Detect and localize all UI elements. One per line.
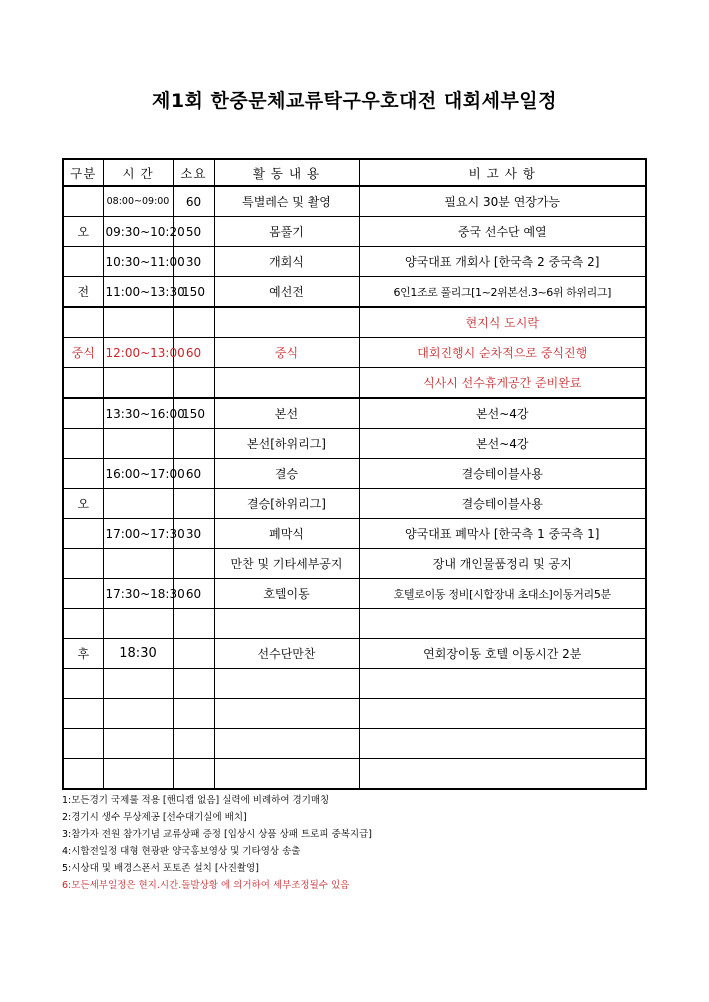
activity-cell: 예선전	[214, 277, 359, 308]
table-row	[63, 519, 646, 549]
section-cell	[63, 669, 103, 699]
activity-cell: 결승[하위리그]	[214, 489, 359, 519]
schedule-table	[62, 158, 647, 790]
section-cell	[63, 549, 103, 579]
activity-cell	[214, 609, 359, 639]
activity-cell: 개회식	[214, 247, 359, 277]
duration-cell: 150	[173, 398, 214, 429]
section-cell	[63, 579, 103, 609]
activity-cell: 결승	[214, 459, 359, 489]
header-duration: 소요	[173, 159, 214, 186]
table-row	[63, 186, 646, 217]
remark-cell: 호텔로이동 정비[시합장내 초대소]이동거리5분	[359, 579, 646, 609]
duration-cell: 150	[173, 277, 214, 308]
duration-cell	[173, 609, 214, 639]
activity-cell	[214, 307, 359, 338]
activity-cell: 만찬 및 기타세부공지	[214, 549, 359, 579]
remark-cell: 양국대표 폐막사 [한국측 1 중국측 1]	[359, 519, 646, 549]
table-row	[63, 669, 646, 699]
time-cell	[103, 609, 173, 639]
table-row	[63, 338, 646, 368]
time-cell	[103, 307, 173, 338]
duration-cell	[173, 489, 214, 519]
duration-cell: 60	[173, 459, 214, 489]
remark-cell: 식사시 선수휴게공간 준비완료	[359, 368, 646, 399]
activity-cell	[214, 729, 359, 759]
duration-cell	[173, 639, 214, 669]
duration-cell	[173, 549, 214, 579]
duration-cell	[173, 429, 214, 459]
header-division: 구분	[63, 159, 103, 186]
duration-cell	[173, 729, 214, 759]
table-row	[63, 429, 646, 459]
footnote-2: 2:경기시 생수 무상제공 [선수대기실에 배치]	[62, 812, 247, 823]
remark-cell: 본선~4강	[359, 429, 646, 459]
section-cell	[63, 609, 103, 639]
time-cell: 13:30~16:00	[103, 398, 173, 429]
duration-cell: 30	[173, 519, 214, 549]
section-cell	[63, 186, 103, 217]
duration-cell	[173, 669, 214, 699]
section-label-afternoon-1: 오	[63, 489, 103, 519]
duration-cell	[173, 307, 214, 338]
section-cell	[63, 759, 103, 790]
table-row	[63, 639, 646, 669]
section-cell	[63, 699, 103, 729]
activity-cell	[214, 669, 359, 699]
section-label-morning-1: 오	[63, 217, 103, 247]
time-cell: 11:00~13:30	[103, 277, 173, 308]
section-label-morning-2: 전	[63, 277, 103, 308]
remark-cell: 필요시 30분 연장가능	[359, 186, 646, 217]
time-cell	[103, 429, 173, 459]
time-cell: 17:30~18:30	[103, 579, 173, 609]
section-cell	[63, 519, 103, 549]
activity-cell	[214, 699, 359, 729]
remark-cell: 중국 선수단 예열	[359, 217, 646, 247]
section-cell	[63, 459, 103, 489]
duration-cell: 30	[173, 247, 214, 277]
table-row	[63, 729, 646, 759]
remark-cell: 6인1조로 풀리그[1~2위본선.3~6위 하위리그]	[359, 277, 646, 308]
time-cell: 10:30~11:00	[103, 247, 173, 277]
activity-cell: 폐막식	[214, 519, 359, 549]
footnote-4: 4:시합전일정 대형 현광판 양국홍보영상 및 기타영상 송출	[62, 846, 301, 857]
activity-cell	[214, 368, 359, 399]
time-cell	[103, 759, 173, 790]
section-cell	[63, 368, 103, 399]
table-row	[63, 307, 646, 338]
time-cell: 16:00~17:00	[103, 459, 173, 489]
remark-cell: 결승테이블사용	[359, 489, 646, 519]
duration-cell	[173, 759, 214, 790]
section-cell	[63, 247, 103, 277]
duration-cell: 60	[173, 186, 214, 217]
time-cell	[103, 368, 173, 399]
section-cell	[63, 398, 103, 429]
section-cell	[63, 729, 103, 759]
footnote-6: 6:모든세부일정은 현지.시간.돌발상황 에 의거하여 세부조정될수 있음	[62, 880, 350, 891]
table-row	[63, 459, 646, 489]
remark-cell: 대회진행시 순차적으로 중식진행	[359, 338, 646, 368]
footnote-1: 1:모든경기 국제룰 적용 [핸디캡 없음] 실력에 비례하여 경기매칭	[62, 795, 330, 806]
duration-cell: 50	[173, 217, 214, 247]
activity-cell	[214, 759, 359, 790]
remark-cell: 현지식 도시락	[359, 307, 646, 338]
section-label-afternoon-2: 후	[63, 639, 103, 669]
table-row	[63, 579, 646, 609]
table-row	[63, 398, 646, 429]
section-cell	[63, 307, 103, 338]
section-label-lunch: 중식	[63, 338, 103, 368]
duration-cell	[173, 368, 214, 399]
time-cell: 17:00~17:30	[103, 519, 173, 549]
table-row	[63, 699, 646, 729]
table-row	[63, 489, 646, 519]
activity-cell: 호텔이동	[214, 579, 359, 609]
remark-cell: 결승테이블사용	[359, 459, 646, 489]
header-remarks: 비 고 사 항	[359, 159, 646, 186]
duration-cell: 60	[173, 338, 214, 368]
remark-cell	[359, 669, 646, 699]
duration-cell	[173, 699, 214, 729]
table-row	[63, 247, 646, 277]
time-cell: 08:00~09:00	[103, 186, 173, 217]
time-cell	[103, 699, 173, 729]
time-cell	[103, 549, 173, 579]
header-activity: 활 동 내 용	[214, 159, 359, 186]
remark-cell: 연회장이동 호텔 이동시간 2분	[359, 639, 646, 669]
table-row	[63, 549, 646, 579]
table-row	[63, 368, 646, 399]
table-row	[63, 217, 646, 247]
footnote-3: 3:참가자 전원 참가기념 교류상패 증정 [입상시 상품 상패 트로피 중복지급]	[62, 829, 372, 840]
remark-cell: 장내 개인물품정리 및 공지	[359, 549, 646, 579]
remark-cell: 양국대표 개회사 [한국측 2 중국측 2]	[359, 247, 646, 277]
footnote-5: 5:시상대 및 배경스폰서 포토존 설치 [사진촬영]	[62, 863, 259, 874]
table-row	[63, 609, 646, 639]
table-row	[63, 277, 646, 308]
time-cell	[103, 489, 173, 519]
table-row	[63, 759, 646, 790]
remark-cell	[359, 609, 646, 639]
time-cell: 18:30	[103, 639, 173, 669]
remark-cell	[359, 759, 646, 790]
activity-cell: 특별레슨 및 촬영	[214, 186, 359, 217]
section-cell	[63, 429, 103, 459]
time-cell	[103, 669, 173, 699]
activity-cell: 본선[하위리그]	[214, 429, 359, 459]
activity-cell: 선수단만찬	[214, 639, 359, 669]
remark-cell	[359, 729, 646, 759]
remark-cell: 본선~4강	[359, 398, 646, 429]
activity-cell: 중식	[214, 338, 359, 368]
remark-cell	[359, 699, 646, 729]
time-cell: 09:30~10:20	[103, 217, 173, 247]
header-time: 시 간	[103, 159, 173, 186]
activity-cell: 본선	[214, 398, 359, 429]
duration-cell: 60	[173, 579, 214, 609]
footnotes	[62, 792, 662, 894]
page-title: 제1회 한중문체교류탁구우호대전 대회세부일정	[151, 90, 558, 112]
time-cell: 12:00~13:00	[103, 338, 173, 368]
time-cell	[103, 729, 173, 759]
activity-cell: 몸풀기	[214, 217, 359, 247]
table-header-row	[63, 159, 646, 186]
